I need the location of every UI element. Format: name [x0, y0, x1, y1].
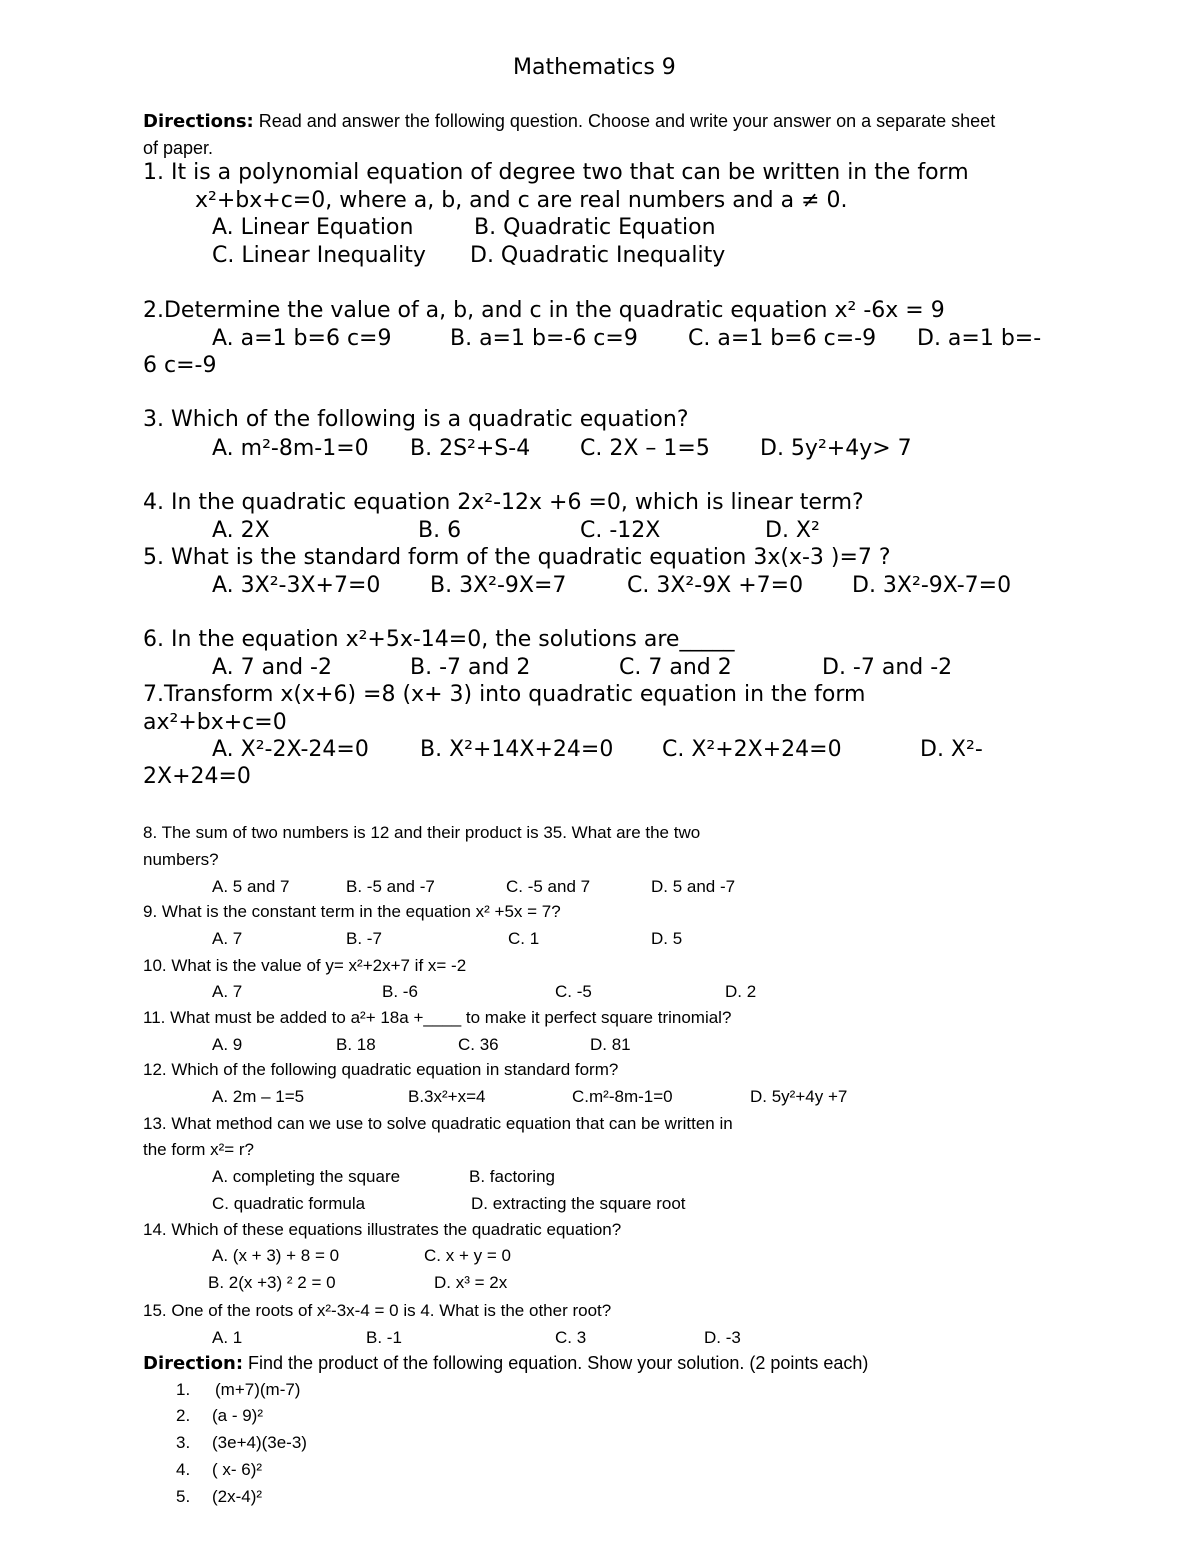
question-10-option-c: C. -5	[555, 982, 592, 1001]
question-1-text-2: x²+bx+c=0, where a, b, and c are real numbers and a ≠ 0.	[195, 188, 848, 213]
page-title: Mathematics 9	[513, 55, 676, 80]
question-2-option-d: D. a=1 b=-	[917, 326, 1042, 351]
question-7-option-a: A. X²-2X-24=0	[212, 737, 369, 762]
question-12-option-c: C.m²-8m-1=0	[572, 1087, 673, 1106]
question-12-option-d: D. 5y²+4y +7	[750, 1087, 848, 1106]
question-12-option-a: A. 2m – 1=5	[212, 1087, 305, 1106]
question-1-option-b: B. Quadratic Equation	[474, 215, 716, 240]
question-7-option-b: B. X²+14X+24=0	[420, 737, 614, 762]
question-2-text: 2.Determine the value of a, b, and c in the quadratic equation x² -6x = 9	[143, 298, 945, 323]
question-8-text: 8. The sum of two numbers is 12 and their product is 35. What are the two	[143, 823, 701, 842]
question-7-text-2: ax²+bx+c=0	[143, 710, 287, 735]
question-15-option-d: D. -3	[704, 1328, 741, 1347]
product-item-2-expression: (a - 9)²	[212, 1406, 263, 1425]
question-8-text-2: numbers?	[143, 850, 219, 869]
question-15-option-c: C. 3	[555, 1328, 587, 1347]
question-2-option-c: C. a=1 b=6 c=-9	[688, 326, 877, 351]
question-3-option-c: C. 2X – 1=5	[580, 436, 710, 461]
question-6-text: 6. In the equation x²+5x-14=0, the solutions are_____	[143, 627, 735, 652]
question-7-option-d: D. X²-	[920, 737, 983, 762]
directions-line-1	[143, 111, 995, 132]
question-5-text: 5. What is the standard form of the quadratic equation 3x(x-3 )=7 ?	[143, 545, 891, 570]
question-13-option-a: A. completing the square	[212, 1167, 401, 1186]
question-12-option-b: B.3x²+x=4	[408, 1087, 486, 1106]
question-4-option-a: A. 2X	[212, 518, 270, 543]
product-item-1-expression: (m+7)(m-7)	[215, 1380, 301, 1399]
question-12-text: 12. Which of the following quadratic equation in standard form?	[143, 1060, 619, 1079]
question-11-option-c: C. 36	[458, 1035, 499, 1054]
direction-2-label: Direction:	[143, 1353, 244, 1374]
question-3-text: 3. Which of the following is a quadratic equation?	[143, 407, 689, 432]
question-15-option-b: B. -1	[366, 1328, 402, 1347]
product-item-1-number: 1.	[176, 1380, 191, 1399]
question-6-option-d: D. -7 and -2	[822, 655, 953, 680]
question-11-option-a: A. 9	[212, 1035, 243, 1054]
question-2-option-b: B. a=1 b=-6 c=9	[450, 326, 638, 351]
question-6-option-c: C. 7 and 2	[619, 655, 732, 680]
question-3-option-b: B. 2S²+S-4	[410, 436, 531, 461]
question-13-option-d: D. extracting the square root	[471, 1194, 686, 1213]
question-9-option-b: B. -7	[346, 929, 382, 948]
direction-2-text: Find the product of the following equation. Show your solution. (2 points each)	[243, 1353, 869, 1373]
question-15-text: 15. One of the roots of x²-3x-4 = 0 is 4. What is the other root?	[143, 1301, 612, 1320]
question-10-text: 10. What is the value of y= x²+2x+7 if x= -2	[143, 956, 467, 975]
question-6-option-b: B. -7 and 2	[410, 655, 531, 680]
question-8-option-a: A. 5 and 7	[212, 877, 290, 896]
question-14-option-a: A. (x + 3) + 8 = 0	[212, 1246, 340, 1265]
question-5-option-b: B. 3X²-9X=7	[430, 573, 567, 598]
question-5-option-c: C. 3X²-9X +7=0	[627, 573, 804, 598]
question-4-option-c: C. -12X	[580, 518, 661, 543]
question-13-text: 13. What method can we use to solve quadratic equation that can be written in	[143, 1114, 733, 1133]
question-7-option-c: C. X²+2X+24=0	[662, 737, 842, 762]
question-4-option-d: D. X²	[765, 518, 820, 543]
question-6-option-a: A. 7 and -2	[212, 655, 332, 680]
question-10-option-b: B. -6	[382, 982, 418, 1001]
question-10-option-d: D. 2	[725, 982, 757, 1001]
question-11-option-b: B. 18	[336, 1035, 376, 1054]
question-13-option-b: B. factoring	[469, 1167, 555, 1186]
question-4-text: 4. In the quadratic equation 2x²-12x +6 =0, which is linear term?	[143, 490, 864, 515]
direction-2-line	[143, 1353, 868, 1374]
question-13-text-2: the form x²= r?	[143, 1140, 255, 1159]
question-7-option-d-wrap: 2X+24=0	[143, 764, 251, 789]
question-2-option-a: A. a=1 b=6 c=9	[212, 326, 392, 351]
question-3-option-a: A. m²-8m-1=0	[212, 436, 369, 461]
question-7-text: 7.Transform x(x+6) =8 (x+ 3) into quadratic equation in the form	[143, 682, 866, 707]
question-11-text: 11. What must be added to a²+ 18a +____ to make it perfect square trinomial?	[143, 1008, 732, 1027]
question-1-text: 1. It is a polynomial equation of degree two that can be written in the form	[143, 160, 969, 185]
question-1-option-c: C. Linear Inequality	[212, 243, 426, 268]
question-4-option-b: B. 6	[418, 518, 462, 543]
product-item-2-number: 2.	[176, 1406, 191, 1425]
question-9-option-a: A. 7	[212, 929, 243, 948]
directions-line-2: of paper.	[143, 138, 214, 158]
question-9-option-d: D. 5	[651, 929, 683, 948]
product-item-5-number: 5.	[176, 1487, 191, 1506]
question-5-option-a: A. 3X²-3X+7=0	[212, 573, 381, 598]
question-3-option-d: D. 5y²+4y> 7	[760, 436, 912, 461]
question-9-text: 9. What is the constant term in the equation x² +5x = 7?	[143, 902, 561, 921]
product-item-3-expression: (3e+4)(3e-3)	[212, 1433, 307, 1452]
product-item-3-number: 3.	[176, 1433, 191, 1452]
question-10-option-a: A. 7	[212, 982, 243, 1001]
product-item-5-expression: (2x-4)²	[212, 1487, 263, 1506]
product-item-4-expression: ( x- 6)²	[212, 1460, 263, 1479]
question-15-option-a: A. 1	[212, 1328, 243, 1347]
directions-text: Read and answer the following question. Choose and write your answer on a separate sheet	[253, 111, 996, 131]
question-14-text: 14. Which of these equations illustrates the quadratic equation?	[143, 1220, 622, 1239]
question-14-option-c: C. x + y = 0	[424, 1246, 511, 1265]
question-8-option-c: C. -5 and 7	[506, 877, 591, 896]
question-1-option-d: D. Quadratic Inequality	[470, 243, 726, 268]
question-1-option-a: A. Linear Equation	[212, 215, 414, 240]
question-14-option-b: B. 2(x +3) ² 2 = 0	[208, 1273, 336, 1292]
question-13-option-c: C. quadratic formula	[212, 1194, 366, 1213]
directions-label: Directions:	[143, 111, 254, 132]
question-2-option-d-wrap: 6 c=-9	[143, 353, 217, 378]
question-8-option-b: B. -5 and -7	[346, 877, 435, 896]
product-item-4-number: 4.	[176, 1460, 191, 1479]
question-8-option-d: D. 5 and -7	[651, 877, 736, 896]
question-9-option-c: C. 1	[508, 929, 540, 948]
question-5-option-d: D. 3X²-9X-7=0	[852, 573, 1012, 598]
question-11-option-d: D. 81	[590, 1035, 631, 1054]
question-14-option-d: D. x³ = 2x	[434, 1273, 508, 1292]
